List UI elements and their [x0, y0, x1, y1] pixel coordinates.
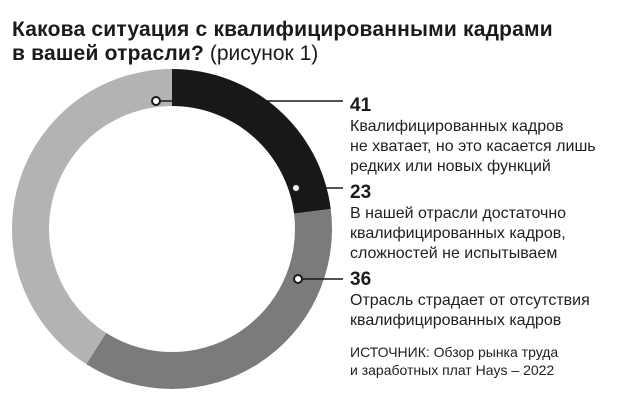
legend-text-41-line-2: не хватает, но это касается лишь	[350, 138, 596, 155]
donut-segments	[12, 69, 332, 389]
legend-text-23-line-3: сложностей не испытываем	[350, 245, 558, 262]
legend-entry-23	[350, 182, 635, 264]
donut-segment-41	[12, 69, 172, 364]
value-label-41: 41	[350, 95, 372, 116]
source-line-1: ИСТОЧНИК: Обзор рынка труда	[350, 344, 559, 360]
legend-text-23-line-2: квалифицированных кадров,	[350, 225, 566, 242]
title-figure-ref: (рисунок 1)	[204, 42, 319, 65]
legend-text-23-line-1: В нашей отрасли достаточно	[350, 205, 567, 222]
legend-text-41-line-1: Квалифицированных кадров	[350, 118, 564, 135]
leader-dot-36	[294, 275, 302, 283]
source-line-2: и заработных плат Hays – 2022	[350, 362, 555, 378]
source-note	[350, 343, 635, 379]
legend-entry-41	[350, 95, 635, 177]
title-question: в вашей отрасли?	[12, 42, 205, 65]
leader-dot-23	[292, 184, 300, 192]
donut-segment-23	[172, 69, 331, 214]
donut-segment-36	[86, 209, 332, 389]
legend-entry-36	[350, 269, 635, 331]
value-label-36: 36	[350, 269, 372, 290]
title-line-1: Какова ситуация с квалифицированными кадрами	[12, 18, 553, 41]
legend-text-36-line-1: Отрасль страдает от отсутствия	[350, 292, 590, 309]
leader-dot-41	[152, 97, 160, 105]
value-label-23: 23	[350, 182, 372, 203]
legend-text-36-line-2: квалифицированных кадров	[350, 312, 562, 329]
legend-text-41-line-3: редких или новых функций	[350, 158, 551, 175]
